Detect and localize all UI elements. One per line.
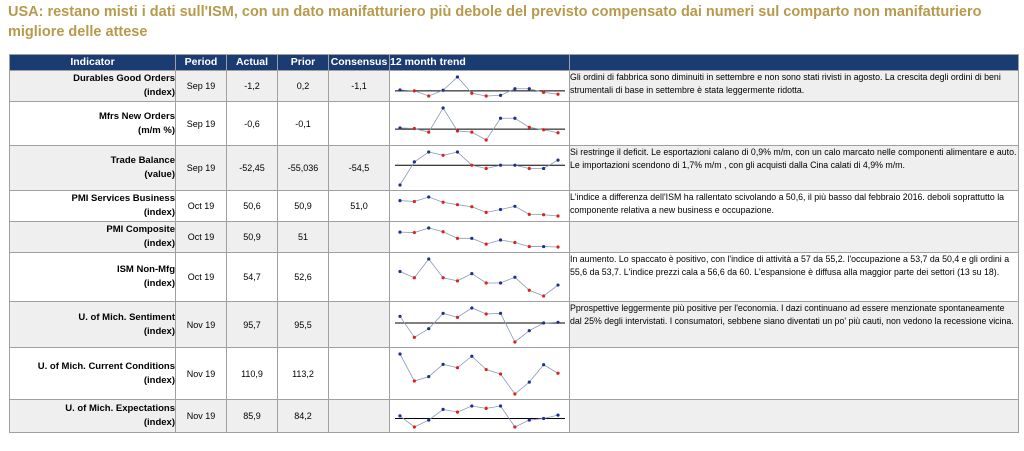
actual-cell: 110,9	[227, 348, 278, 400]
sparkline-point	[485, 312, 488, 315]
sparkline-chart	[390, 103, 570, 145]
sparkline-point	[528, 166, 531, 169]
prior-cell: 52,6	[278, 253, 329, 302]
sparkline-point	[398, 230, 401, 233]
indicator-name-line1: Mfrs New Orders	[98, 110, 175, 122]
sparkline-chart	[390, 147, 570, 190]
sparkline-point	[499, 116, 502, 119]
sparkline-point	[556, 131, 559, 134]
sparkline-point	[556, 283, 559, 286]
actual-cell: -0,6	[227, 102, 278, 146]
sparkline-point	[413, 160, 416, 163]
consensus-cell	[329, 302, 390, 348]
sparkline-point	[456, 129, 459, 132]
prior-cell: 113,2	[278, 348, 329, 400]
sparkline-point	[441, 407, 444, 410]
comment-cell: Gli ordini di fabbrica sono diminuiti in settembre e non sono stati rivisti in agosto. La crescita degli ordini di beni strumentali di base in settembre è stata leggermente ridotta.	[570, 71, 1019, 102]
indicator-name-line1: PMI Services Business	[71, 193, 175, 204]
sparkline-point	[485, 166, 488, 169]
sparkline-point	[398, 126, 401, 129]
indicator-name-line1: Trade Balance	[110, 155, 175, 166]
header-actual: Actual	[227, 55, 278, 71]
indicator-name	[10, 302, 176, 348]
trend-cell	[390, 302, 570, 348]
prior-cell: -0,1	[278, 102, 329, 146]
period-cell: Sep 19	[176, 71, 227, 102]
trend-cell	[390, 400, 570, 433]
sparkline-point	[456, 315, 459, 318]
indicator-unit: (index)	[143, 238, 175, 249]
indicator-name	[10, 400, 176, 433]
sparkline-point	[441, 311, 444, 314]
table-row	[10, 146, 1019, 191]
sparkline-point	[556, 371, 559, 374]
sparkline-point	[499, 404, 502, 407]
sparkline-point	[398, 183, 401, 186]
indicator-unit: (value)	[144, 169, 175, 180]
indicator-name-line1: ISM Non-Mfg	[116, 264, 175, 275]
comment-cell: L'indice a differenza dell'ISM ha rallentato scivolando a 50,6, il più basso dal febbraio 2016. deboli soprattutto la componente relativa a new business e occupazione.	[570, 191, 1019, 222]
trend-cell	[390, 191, 570, 222]
sparkline-point	[542, 321, 545, 324]
comment-cell: In aumento. Lo spaccato è positivo, con l'indice di attività a 57 da 55,2. l'occupazione a 53,7 da 50,4 e gli ordini a 55,6 da 53,7. L'indice prezzi cala a 56,6 da 60. L'espansione è diffusa alla maggior parte dei settori (13 su 18).	[570, 253, 1019, 302]
table-row	[10, 400, 1019, 433]
sparkline-point	[485, 138, 488, 141]
period-cell: Oct 19	[176, 253, 227, 302]
table-row	[10, 348, 1019, 400]
sparkline-chart	[390, 192, 570, 221]
sparkline-point	[441, 276, 444, 279]
sparkline-point	[542, 90, 545, 93]
indicator-unit: (index)	[143, 87, 175, 98]
indicator-unit: (index)	[143, 417, 175, 428]
sparkline-point	[427, 150, 430, 153]
sparkline-chart	[390, 223, 570, 252]
period-cell: Sep 19	[176, 146, 227, 191]
indicator-name	[10, 102, 176, 146]
sparkline-point	[528, 87, 531, 90]
sparkline-point	[413, 89, 416, 92]
sparkline-point	[485, 406, 488, 409]
indicator-name	[10, 146, 176, 191]
sparkline-line	[400, 354, 558, 394]
sparkline-point	[413, 379, 416, 382]
sparkline-point	[513, 392, 516, 395]
sparkline-point	[456, 236, 459, 239]
sparkline-point	[427, 257, 430, 260]
actual-cell: -52,45	[227, 146, 278, 191]
consensus-cell: 51,0	[329, 191, 390, 222]
sparkline-point	[413, 230, 416, 233]
sparkline-line	[400, 406, 558, 427]
header-prior: Prior	[278, 55, 329, 71]
sparkline-point	[427, 327, 430, 330]
trend-cell	[390, 348, 570, 400]
sparkline-chart	[390, 303, 570, 347]
sparkline-point	[499, 163, 502, 166]
sparkline-line	[400, 308, 558, 342]
sparkline-point	[513, 240, 516, 243]
sparkline-point	[398, 314, 401, 317]
prior-cell: 84,2	[278, 400, 329, 433]
period-cell: Nov 19	[176, 302, 227, 348]
sparkline-point	[542, 244, 545, 247]
table-row	[10, 191, 1019, 222]
period-cell: Oct 19	[176, 191, 227, 222]
sparkline-point	[398, 414, 401, 417]
comment-cell	[570, 102, 1019, 146]
sparkline-point	[456, 150, 459, 153]
sparkline-point	[542, 166, 545, 169]
indicator-name	[10, 222, 176, 253]
sparkline-point	[456, 279, 459, 282]
consensus-cell	[329, 102, 390, 146]
consensus-cell	[329, 253, 390, 302]
sparkline-point	[470, 271, 473, 274]
sparkline-point	[513, 163, 516, 166]
prior-cell: 95,5	[278, 302, 329, 348]
sparkline-point	[427, 195, 430, 198]
header-indicator: Indicator	[10, 55, 176, 71]
sparkline-point	[456, 410, 459, 413]
indicator-table	[9, 54, 1019, 433]
sparkline-point	[513, 340, 516, 343]
sparkline-point	[528, 212, 531, 215]
sparkline-point	[528, 329, 531, 332]
trend-cell	[390, 146, 570, 191]
sparkline-point	[499, 207, 502, 210]
sparkline-line	[400, 108, 558, 140]
actual-cell: 54,7	[227, 253, 278, 302]
prior-cell: 50,9	[278, 191, 329, 222]
sparkline-line	[400, 77, 558, 96]
sparkline-point	[528, 244, 531, 247]
prior-cell: 51	[278, 222, 329, 253]
sparkline-point	[542, 363, 545, 366]
sparkline-point	[556, 214, 559, 217]
sparkline-point	[556, 320, 559, 323]
header-consensus: Consensus	[329, 55, 390, 71]
actual-cell: 85,9	[227, 400, 278, 433]
actual-cell: 50,6	[227, 191, 278, 222]
sparkline-point	[456, 75, 459, 78]
sparkline-point	[413, 126, 416, 129]
sparkline-point	[427, 374, 430, 377]
sparkline-point	[485, 210, 488, 213]
sparkline-point	[542, 294, 545, 297]
header-row	[10, 55, 1019, 71]
consensus-cell: -54,5	[329, 146, 390, 191]
consensus-cell	[329, 400, 390, 433]
period-cell: Oct 19	[176, 222, 227, 253]
sparkline-line	[400, 259, 558, 296]
sparkline-point	[398, 199, 401, 202]
sparkline-point	[542, 416, 545, 419]
indicator-name-line1: U. of Mich. Expectations	[65, 403, 175, 414]
sparkline-point	[499, 372, 502, 375]
sparkline-point	[470, 91, 473, 94]
sparkline-point	[413, 335, 416, 338]
sparkline-point	[556, 158, 559, 161]
sparkline-point	[441, 88, 444, 91]
sparkline-point	[470, 354, 473, 357]
sparkline-point	[441, 230, 444, 233]
sparkline-point	[470, 236, 473, 239]
sparkline-point	[470, 404, 473, 407]
period-cell: Sep 19	[176, 102, 227, 146]
sparkline-point	[398, 269, 401, 272]
indicator-name-line1: U. of Mich. Current Conditions	[37, 360, 175, 372]
comment-cell	[570, 400, 1019, 433]
trend-cell	[390, 253, 570, 302]
indicator-unit: (index)	[143, 278, 175, 289]
actual-cell: 50,9	[227, 222, 278, 253]
sparkline-point	[413, 276, 416, 279]
sparkline-point	[470, 306, 473, 309]
sparkline-point	[499, 238, 502, 241]
sparkline-point	[556, 92, 559, 95]
sparkline-point	[470, 163, 473, 166]
sparkline-point	[470, 205, 473, 208]
indicator-name-line1: U. of Mich. Sentiment	[78, 311, 175, 323]
consensus-cell	[329, 348, 390, 400]
indicator-name-line1: PMI Composite	[106, 224, 175, 235]
table-row	[10, 302, 1019, 348]
sparkline-point	[427, 94, 430, 97]
sparkline-point	[513, 204, 516, 207]
sparkline-point	[556, 245, 559, 248]
sparkline-chart	[390, 349, 570, 399]
sparkline-point	[485, 281, 488, 284]
sparkline-line	[400, 197, 558, 216]
sparkline-chart	[390, 254, 570, 301]
indicator-name	[10, 191, 176, 222]
table-row	[10, 71, 1019, 102]
sparkline-point	[441, 200, 444, 203]
header-comment	[570, 55, 1019, 71]
sparkline-point	[441, 106, 444, 109]
sparkline-chart	[390, 72, 570, 101]
header-period: Period	[176, 55, 227, 71]
indicator-name	[10, 71, 176, 102]
trend-cell	[390, 71, 570, 102]
sparkline-point	[398, 352, 401, 355]
trend-cell	[390, 222, 570, 253]
prior-cell: 0,2	[278, 71, 329, 102]
sparkline-point	[528, 125, 531, 128]
trend-cell	[390, 102, 570, 146]
sparkline-line	[400, 228, 558, 247]
sparkline-line	[400, 152, 558, 185]
sparkline-point	[427, 226, 430, 229]
sparkline-point	[513, 425, 516, 428]
sparkline-point	[441, 362, 444, 365]
indicator-name	[10, 348, 176, 400]
sparkline-point	[556, 413, 559, 416]
sparkline-point	[485, 94, 488, 97]
table-row	[10, 222, 1019, 253]
sparkline-point	[528, 380, 531, 383]
sparkline-point	[513, 87, 516, 90]
sparkline-point	[456, 203, 459, 206]
sparkline-point	[528, 418, 531, 421]
consensus-cell: -1,1	[329, 71, 390, 102]
indicator-name-line1: Durables Good Orders	[73, 73, 175, 84]
indicator-unit: (index)	[143, 207, 175, 218]
sparkline-point	[413, 425, 416, 428]
sparkline-point	[542, 128, 545, 131]
sparkline-point	[398, 88, 401, 91]
sparkline-chart	[390, 401, 570, 432]
comment-cell: Pprospettive leggermente più positive per l'economia. I dazi continuano ad essere menzionate spontaneamente dal 25% degli intervistati. I consumatori, sebbene siano diventati un po' più cauti, non vedono la recessione vicina.	[570, 302, 1019, 348]
consensus-cell	[329, 222, 390, 253]
comment-cell	[570, 222, 1019, 253]
indicator-unit: (index)	[143, 325, 175, 337]
actual-cell: 95,7	[227, 302, 278, 348]
sparkline-point	[528, 288, 531, 291]
actual-cell: -1,2	[227, 71, 278, 102]
sparkline-point	[485, 367, 488, 370]
sparkline-point	[513, 275, 516, 278]
comment-cell: Si restringe il deficit. Le esportazioni calano di 0,9% m/m, con un calo marcato nelle componenti alimentare e auto. Le importazioni scendono di 1,7% m/m , con gli acquisti dalla Cina calati di 4,9% m/m.	[570, 146, 1019, 191]
indicator-name	[10, 253, 176, 302]
sparkline-point	[470, 130, 473, 133]
sparkline-point	[456, 366, 459, 369]
sparkline-point	[513, 116, 516, 119]
prior-cell: -55,036	[278, 146, 329, 191]
sparkline-point	[413, 199, 416, 202]
page-title: USA: restano misti i dati sull'ISM, con un dato manifatturiero più debole del previsto compensato dai numeri sul comparto non manifatturiero migliore delle attese	[8, 4, 982, 40]
period-cell: Nov 19	[176, 348, 227, 400]
indicator-unit: (index)	[143, 374, 175, 386]
table-row	[10, 102, 1019, 146]
sparkline-point	[499, 311, 502, 314]
sparkline-point	[427, 130, 430, 133]
table-row	[10, 253, 1019, 302]
period-cell: Nov 19	[176, 400, 227, 433]
sparkline-point	[542, 213, 545, 216]
sparkline-point	[485, 242, 488, 245]
sparkline-point	[427, 418, 430, 421]
comment-cell	[570, 348, 1019, 400]
header-trend: 12 month trend	[390, 55, 570, 71]
sparkline-point	[441, 153, 444, 156]
sparkline-point	[499, 93, 502, 96]
indicator-unit: (m/m %)	[138, 124, 175, 136]
sparkline-point	[499, 281, 502, 284]
